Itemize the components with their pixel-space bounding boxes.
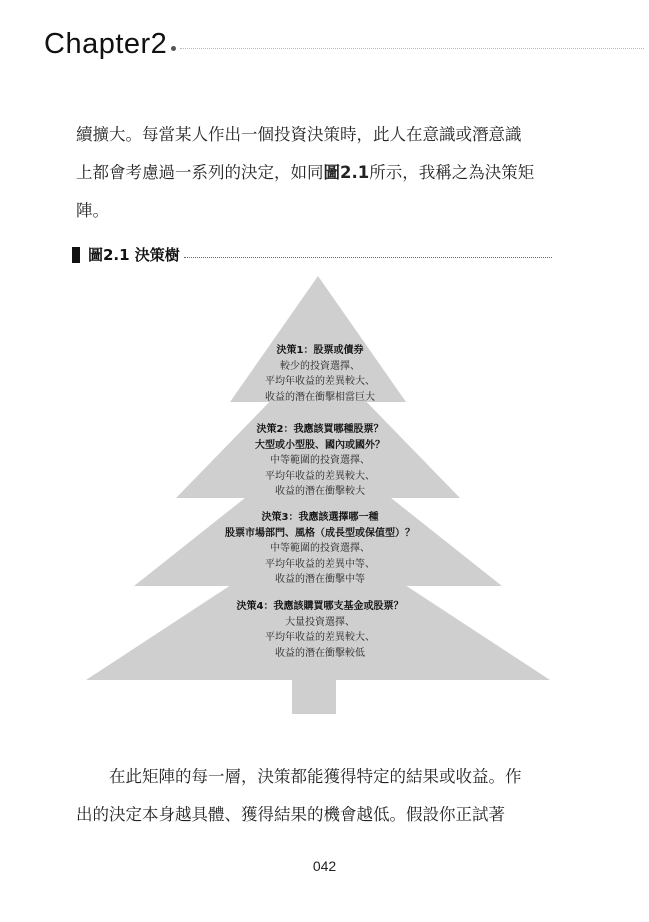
tier-title: 決策2：我應該買哪種股票？ xyxy=(256,424,384,435)
paragraph-line: 在此矩陣的每一層，決策都能獲得特定的結果或收益。作 xyxy=(76,767,522,786)
tier-line: 平均年收益的差異較大、 xyxy=(265,632,375,643)
tier-3-text xyxy=(170,510,470,588)
tier-title: 股票市場部門、風格（成長型或保值型）？ xyxy=(225,527,415,539)
tier-line: 平均年收益的差異中等、 xyxy=(265,558,375,570)
chapter-label: Chapter2 xyxy=(44,28,168,60)
tier-line: 收益的潛在衝擊相當巨大 xyxy=(265,391,375,403)
tree-trunk xyxy=(292,676,336,714)
bottom-paragraph xyxy=(76,758,576,834)
tier-line: 大量投資選擇、 xyxy=(285,616,355,628)
tier-4-text xyxy=(170,599,470,661)
paragraph-line: 出的決定本身越具體、獲得結果的機會越低。假設你正試著 xyxy=(76,805,505,824)
tier-line: 中等範圍的投資選擇、 xyxy=(270,543,370,554)
tier-1-text xyxy=(170,343,470,405)
tier-line: 收益的潛在衝擊較大 xyxy=(275,486,365,497)
paragraph-line: 陣。 xyxy=(76,201,109,220)
tier-title: 決策3：我應該選擇哪一種 xyxy=(261,512,379,523)
tier-line: 收益的潛在衝擊中等 xyxy=(275,574,365,585)
tier-title: 大型或小型股、國內或國外？ xyxy=(255,439,385,451)
tier-line: 中等範圍的投資選擇、 xyxy=(270,455,370,466)
tier-line: 平均年收益的差異較大、 xyxy=(265,470,375,482)
tier-2-text xyxy=(170,422,470,500)
page-number: 042 xyxy=(312,858,337,874)
tier-title: 決策1：股票或債券 xyxy=(276,345,364,356)
text-run: 上都會考慮過一系列的決定，如同 xyxy=(76,163,324,182)
figure-title-text: 圖2.1 決策樹 xyxy=(88,246,180,264)
tier-line: 較少的投資選擇、 xyxy=(280,360,360,372)
tier-title: 決策4：我應該購買哪支基金或股票？ xyxy=(236,601,404,612)
tier-line: 收益的潛在衝擊較低 xyxy=(275,647,365,659)
text-run: 所示，我稱之為決策矩 xyxy=(369,163,535,182)
tier-line: 平均年收益的差異較大、 xyxy=(265,376,375,387)
paragraph-line: 續擴大。每當某人作出一個投資決策時，此人在意識或潛意識 xyxy=(76,125,522,144)
figure-reference: 圖2.1 xyxy=(323,163,370,182)
